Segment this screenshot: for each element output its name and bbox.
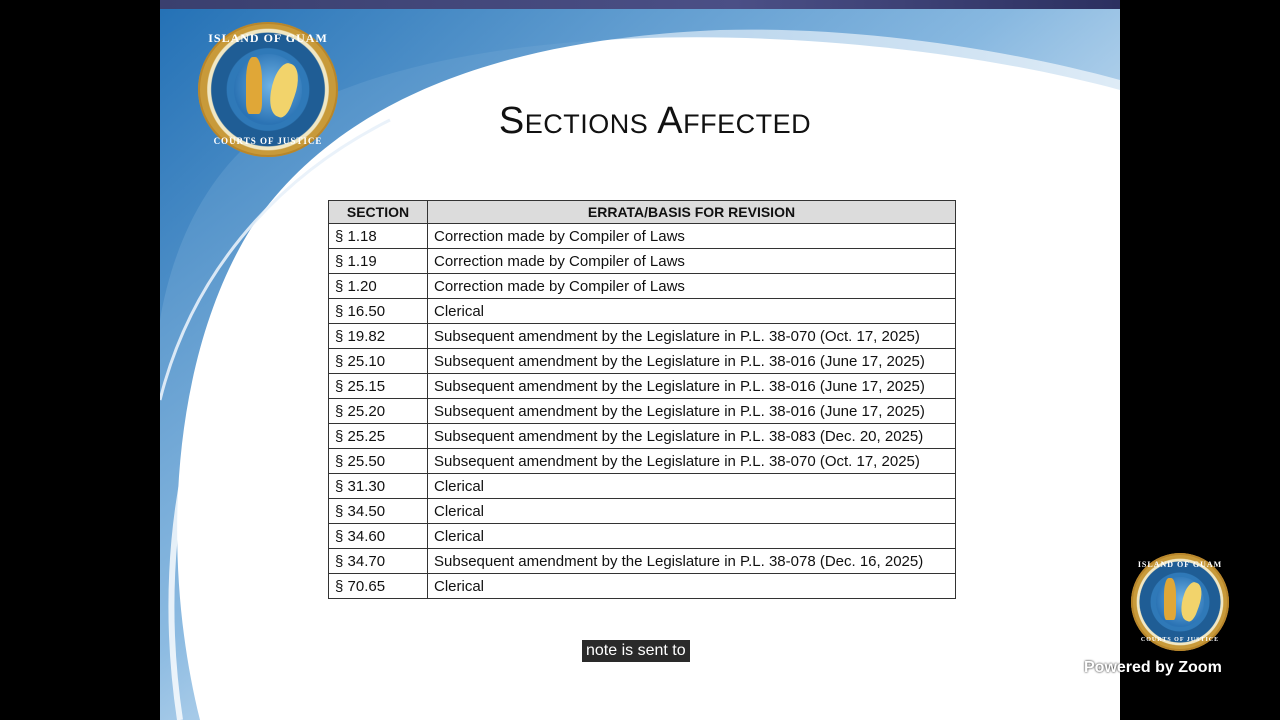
- section-cell: § 1.20: [329, 274, 428, 299]
- errata-cell: Correction made by Compiler of Laws: [428, 224, 956, 249]
- section-cell: § 19.82: [329, 324, 428, 349]
- table-row: [329, 249, 956, 274]
- section-cell: § 25.15: [329, 374, 428, 399]
- table-header-row: [329, 201, 956, 224]
- table-row: [329, 324, 956, 349]
- table-row: [329, 299, 956, 324]
- section-cell: § 70.65: [329, 574, 428, 599]
- errata-cell: Subsequent amendment by the Legislature in P.L. 38-070 (Oct. 17, 2025): [428, 324, 956, 349]
- table-body: [329, 224, 956, 599]
- table-row: [329, 349, 956, 374]
- errata-cell: Clerical: [428, 299, 956, 324]
- errata-cell: Clerical: [428, 499, 956, 524]
- live-caption: note is sent to: [582, 640, 690, 662]
- errata-cell: Subsequent amendment by the Legislature in P.L. 38-078 (Dec. 16, 2025): [428, 549, 956, 574]
- errata-cell: Subsequent amendment by the Legislature in P.L. 38-070 (Oct. 17, 2025): [428, 449, 956, 474]
- errata-cell: Subsequent amendment by the Legislature in P.L. 38-016 (June 17, 2025): [428, 399, 956, 424]
- errata-cell: Subsequent amendment by the Legislature in P.L. 38-083 (Dec. 20, 2025): [428, 424, 956, 449]
- errata-cell: Correction made by Compiler of Laws: [428, 274, 956, 299]
- powered-by-zoom-label: Powered by Zoom: [1084, 659, 1222, 676]
- zoom-seal-text-bottom: COURTS OF JUSTICE: [1140, 637, 1220, 644]
- header-errata: ERRATA/BASIS FOR REVISION: [428, 201, 956, 224]
- lady-justice-icon: [246, 57, 263, 114]
- table-row: [329, 499, 956, 524]
- section-cell: § 1.19: [329, 249, 428, 274]
- table-row: [329, 524, 956, 549]
- errata-cell: Clerical: [428, 474, 956, 499]
- section-cell: § 1.18: [329, 224, 428, 249]
- seal-text-top: ISLAND OF GUAM: [208, 31, 328, 46]
- zoom-participant-seal: [1131, 553, 1229, 651]
- errata-cell: Subsequent amendment by the Legislature in P.L. 38-016 (June 17, 2025): [428, 374, 956, 399]
- section-cell: § 34.70: [329, 549, 428, 574]
- errata-cell: Subsequent amendment by the Legislature in P.L. 38-016 (June 17, 2025): [428, 349, 956, 374]
- table-row: [329, 474, 956, 499]
- section-cell: § 16.50: [329, 299, 428, 324]
- section-cell: § 34.60: [329, 524, 428, 549]
- zoom-lady-justice-icon: [1164, 578, 1176, 619]
- section-cell: § 31.30: [329, 474, 428, 499]
- errata-cell: Clerical: [428, 524, 956, 549]
- section-cell: § 25.10: [329, 349, 428, 374]
- courts-of-guam-seal: [198, 22, 338, 157]
- section-cell: § 25.50: [329, 449, 428, 474]
- errata-cell: Correction made by Compiler of Laws: [428, 249, 956, 274]
- table-row: [329, 574, 956, 599]
- zoom-seal-text-top: ISLAND OF GUAM: [1137, 559, 1223, 569]
- table-row: [329, 424, 956, 449]
- table-row: [329, 549, 956, 574]
- presentation-slide: [160, 0, 1120, 720]
- seal-text-bottom: COURTS OF JUSTICE: [213, 136, 323, 147]
- table-row: [329, 449, 956, 474]
- slide-title: Sections Affected: [498, 100, 812, 142]
- errata-cell: Clerical: [428, 574, 956, 599]
- table-row: [329, 374, 956, 399]
- table-row: [329, 399, 956, 424]
- section-cell: § 25.20: [329, 399, 428, 424]
- table-row: [329, 274, 956, 299]
- section-cell: § 25.25: [329, 424, 428, 449]
- section-cell: § 34.50: [329, 499, 428, 524]
- sections-affected-table: [328, 200, 956, 599]
- header-section: SECTION: [329, 201, 428, 224]
- table-row: [329, 224, 956, 249]
